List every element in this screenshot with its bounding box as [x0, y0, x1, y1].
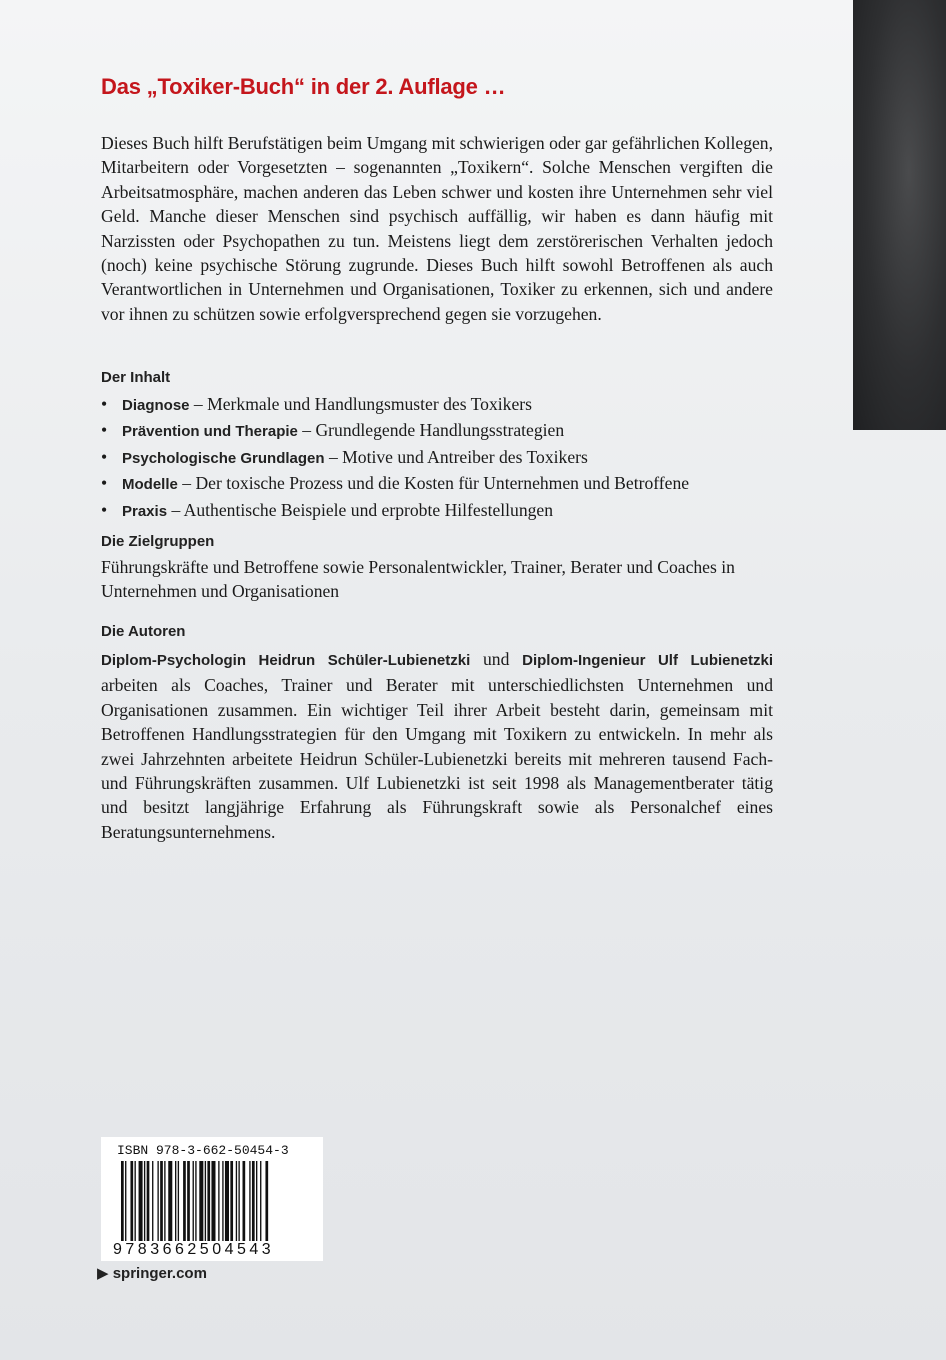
list-item-term: Diagnose	[122, 397, 190, 414]
barcode-bar	[183, 1161, 186, 1241]
barcode-digits: 9783662504543	[113, 1241, 275, 1258]
inhalt-heading: Der Inhalt	[101, 369, 171, 386]
list-item-desc: – Merkmale und Handlungsmuster des Toxikers	[189, 394, 532, 414]
barcode-bar	[230, 1161, 233, 1241]
author-name-2: Diplom-Ingenieur Ulf Lubienetzki	[522, 652, 773, 669]
barcode-bar	[144, 1161, 145, 1241]
zielgruppen-text: Führungskräfte und Betroffene sowie Personalentwickler, Trainer, Berater und Coaches in Unternehmen und Organisationen	[101, 557, 735, 602]
autoren-text: arbeiten als Coaches, Trainer und Berater mit unterschiedlichsten Unternehmen und Organisationen zusammen. Ein wichtiger Teil ihrer Arbeit besteht darin, gemeinsam mit Betroffenen Handlungsstrategien für den Umgang mit Toxikern zu entwickeln. In mehr als zwei Jahrzehnten arbeitete Heidrun Schüler-Lubienetzki bereits mit mehreren tausend Fach- und Führungskräften zusammen. Ulf Lubienetzki ist seit 1998 als Managementberater tätig und besitzt langjährige Erfahrung als Führungskraft sowie als Personalchef eines Beratungsunternehmens.	[101, 675, 773, 842]
triangle-right-icon: ▶	[97, 1265, 109, 1282]
list-item	[101, 418, 689, 444]
list-item	[101, 392, 689, 418]
bullet-icon: •	[101, 499, 108, 520]
barcode-bar	[152, 1161, 153, 1241]
cover-dark-panel	[853, 0, 946, 430]
barcode-bar	[147, 1161, 150, 1241]
barcode-bar	[130, 1161, 133, 1241]
list-item-desc: – Grundlegende Handlungsstrategien	[297, 420, 565, 441]
inhalt-list	[101, 392, 689, 524]
intro-paragraph: Dieses Buch hilft Berufstätigen beim Umgang mit schwierigen oder gar gefährlichen Kollegen, Mitarbeitern oder Vorgesetzten – sogenannten „Toxikern“. Solche Menschen vergiften die Arbeitsatmosphäre, machen anderen das Leben schwer und kosten ihre Unternehmen sehr viel Geld. Manche dieser Menschen sind psychisch auffällig, wir haben es dann häufig mit Narzissten oder Psychopathen zu tun. Meistens liegt dem zerstörerischen Verhalten jedoch (noch) keine psychische Störung zugrunde. Dieses Buch hilft sowohl Betroffenen als auch Verantwortlichen in Unternehmen und Organisationen, Toxiker zu erkennen, sich und andere vor ihnen zu schützen sowie erfolgversprechend gegen sie vorzugehen.	[101, 133, 773, 324]
bullet-icon: •	[101, 420, 108, 441]
barcode-bar	[139, 1161, 143, 1241]
barcode-bar	[225, 1161, 229, 1241]
barcode-bar	[199, 1161, 203, 1241]
barcode-bar	[193, 1161, 194, 1241]
barcode-bar	[256, 1161, 257, 1241]
list-item-term: Psychologische Grundlagen	[122, 449, 325, 467]
barcode-bar	[121, 1161, 124, 1241]
barcode-bar	[125, 1161, 126, 1241]
barcode-bar	[164, 1161, 165, 1241]
list-item-desc: – Motive und Antreiber des Toxikers	[324, 446, 588, 467]
isbn-barcode	[101, 1137, 323, 1261]
author-name-1: Diplom-Psychologin Heidrun Schüler-Lubienetzki	[101, 652, 471, 669]
page-title: Das „Toxiker-Buch“ in der 2. Auflage …	[101, 74, 506, 99]
barcode-bar	[222, 1161, 223, 1241]
barcode-bar	[211, 1161, 215, 1241]
barcode-bars	[121, 1161, 307, 1247]
publisher-link[interactable]	[97, 1264, 207, 1282]
barcode-bar	[260, 1161, 261, 1241]
barcode-bar	[236, 1161, 237, 1241]
list-item	[101, 471, 689, 497]
list-item-desc: – Der toxische Prozess und die Kosten für Unternehmen und Betroffene	[177, 473, 690, 494]
list-item-term: Modelle	[122, 476, 178, 494]
barcode-bar	[175, 1161, 176, 1241]
barcode-bar	[238, 1161, 239, 1241]
barcode-bar	[168, 1161, 172, 1241]
publisher-link-label: springer.com	[112, 1265, 207, 1282]
bullet-icon: •	[101, 394, 108, 414]
author-connector: und	[470, 649, 523, 669]
barcode-bar	[243, 1161, 246, 1241]
barcode-bar	[207, 1161, 210, 1241]
barcode-bar	[205, 1161, 206, 1241]
list-item-desc: – Authentische Beispiele und erprobte Hilfestellungen	[167, 499, 554, 520]
barcode-bar	[265, 1161, 268, 1241]
bullet-icon: •	[101, 473, 108, 494]
list-item	[101, 498, 689, 524]
barcode-bar	[178, 1161, 179, 1241]
autoren-heading: Die Autoren	[101, 623, 186, 640]
barcode-bar	[157, 1161, 158, 1241]
list-item	[101, 445, 689, 471]
isbn-label: ISBN 978-3-662-50454-3	[117, 1143, 289, 1158]
barcode-bar	[252, 1161, 255, 1241]
barcode-bar	[135, 1161, 136, 1241]
barcode-bar	[160, 1161, 163, 1241]
list-item-term: Praxis	[122, 502, 168, 520]
list-item-term: Prävention und Therapie	[122, 423, 298, 441]
bullet-icon: •	[101, 446, 108, 467]
barcode-bar	[218, 1161, 219, 1241]
barcode-bar	[249, 1161, 250, 1241]
barcode-bar	[195, 1161, 196, 1241]
barcode-bar	[187, 1161, 190, 1241]
autoren-paragraph	[101, 647, 773, 844]
zielgruppen-heading: Die Zielgruppen	[101, 533, 215, 550]
